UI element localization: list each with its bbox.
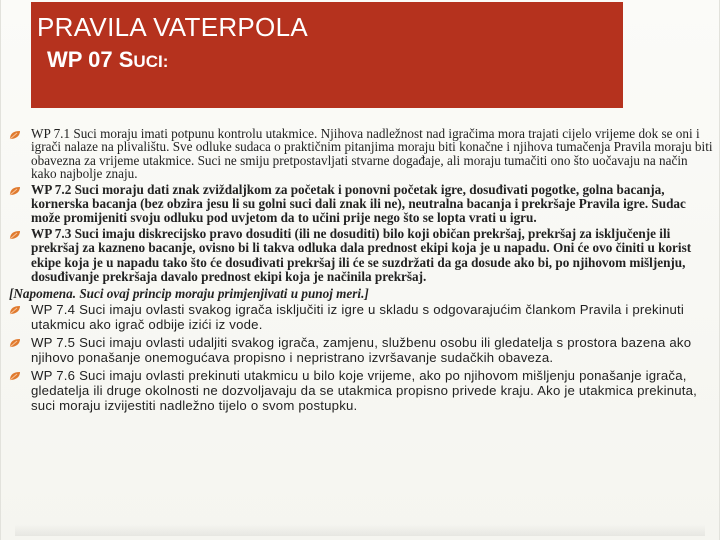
list-item-wp74 [9,302,713,333]
subtitle-smallcaps: UCI: [133,52,169,71]
item-text: WP 7.2 Suci moraju dati znak zviždaljkom za početak i ponovni početak igre, dosuđivati pogotke, golna bacanja, kornerska bacanja (bez obzira jesu li su golni suci dali znak ili ne), neutralna bacanja i prekršaje Pravila igre. Sudac može promijeniti svoju odluku pod uvjetom da to učini prije nego što se lopta vrati u igru. [31,181,686,226]
list-item-wp72 [9,183,713,226]
list-item-wp71 [9,127,713,181]
list-item-wp75 [9,335,713,366]
item-text: WP 7.1 Suci moraju imati potpunu kontrolu utakmice. Njihova nadležnost nad igračima mora trajati cijelo vrijeme dok se oni i igrači nalaze na plivalištu. Sve odluke sudaca o praktičnim pitanjima moraju biti konačne i njihova tumačenja Pravila moraju biti obavezna za vrijeme utakmice. Suci ne smiju pretpostavljati stvarne događaje, ali moraju tumačiti ono što uočavaju na način kako najbolje znaju. [31,126,713,182]
orange-leaf-bullet-icon [9,130,21,140]
slide-subtitle [47,47,168,73]
item-text: WP 7.4 Suci imaju ovlasti svakog igrača isključiti iz igre u skladu s odgovarajućim člankom Pravila i prekinuti utakmicu ako igrač odbije izići iz vode. [31,302,685,333]
subtitle-main: WP 07 S [47,47,134,72]
slide-body [9,127,713,414]
list-item-wp76 [9,368,713,414]
item-text: WP 7.3 Suci imaju diskrecijsko pravo dosuditi (ili ne dosuditi) bilo koji običan prekršaj, prekršaj za isključenje ili prekršaj za kazneno bacanje, ovisno bi li takva odluka dala prednost ekipi koja je u napadu. Oni će ovo činiti u korist ekipe koja je u napadu tako što će dosuđivati prekršaj ili će se suzdržati da ga dosude ako bi, po njihovom mišljenju, dosuđivanje prekršaja davalo prednost ekipi koja je načinila prekršaj. [31,226,692,284]
orange-leaf-bullet-icon [9,338,21,348]
orange-leaf-bullet-icon [9,371,21,381]
orange-leaf-bullet-icon [9,305,21,315]
slide-title: PRAVILA VATERPOLA [37,12,308,42]
list-item-wp73 [9,227,713,284]
item-text: WP 7.6 Suci imaju ovlasti prekinuti utakmicu u bilo koje vrijeme, ako po njihovom mišljenju ponašanje igrača, gledatelja ili druge okolnosti ne dozvoljavaju da se utakmica propisno privede kraju. Ako je utakmica prekinuta, suci moraju izvijestiti nadležno tijelo o svom postupku. [31,367,698,414]
title-banner [31,2,623,108]
orange-leaf-bullet-icon [9,230,21,240]
note-text: [Napomena. Suci ovaj princip moraju primjenjivati u punoj meri.] [9,286,369,302]
bottom-shadow [15,524,705,536]
orange-leaf-bullet-icon [9,186,21,196]
item-text: WP 7.5 Suci imaju ovlasti udaljiti svakog igrača, zamjenu, službenu osobu ili gledatelja s prostora bazena ako njihovo ponašanje onemogućava propisno i nepristrano izvršavanje sudačkih obaveza. [31,334,692,366]
